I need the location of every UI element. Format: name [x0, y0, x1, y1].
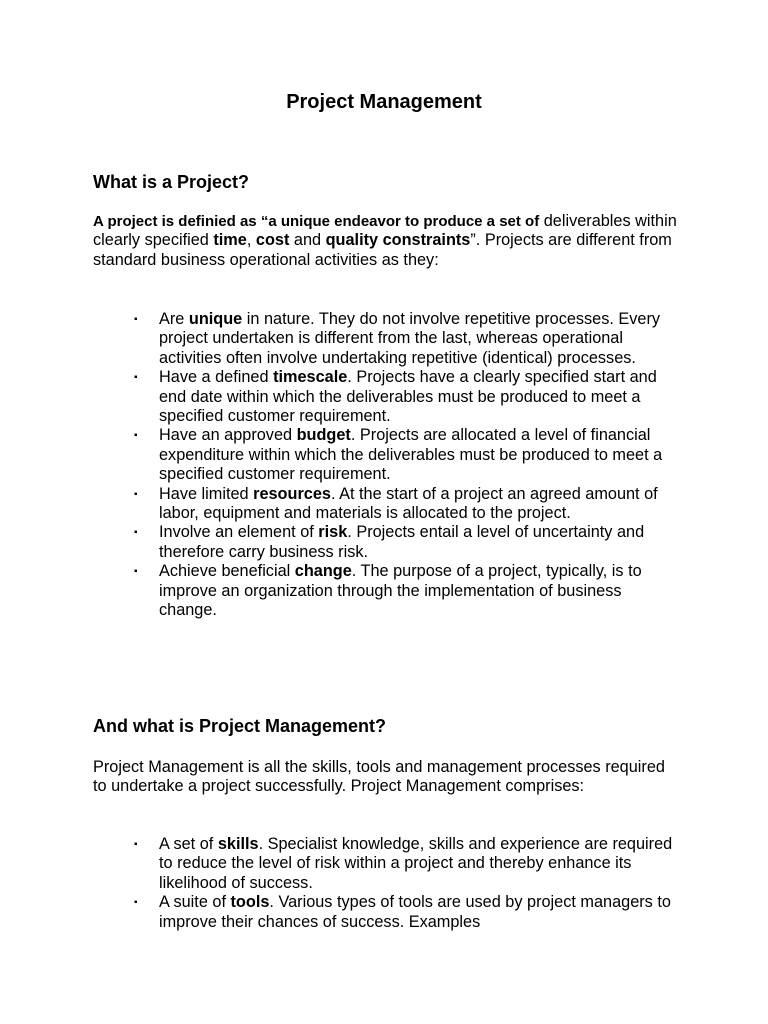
bullet-square-icon: ▪ — [134, 527, 138, 539]
text-run: A suite of — [159, 893, 231, 912]
text-run: . Projects have a clearly specified start and end date within which the deliverables must be produced to meet a specified customer requirement. — [159, 368, 657, 426]
text-run: A set of — [159, 835, 218, 853]
section-intro-what-is-project — [93, 212, 683, 270]
list-item — [93, 893, 683, 932]
bullet-list-pm-components — [93, 835, 683, 932]
text-run: Are — [159, 310, 189, 328]
bullet-square-icon: ▪ — [134, 372, 138, 384]
section-intro-what-is-pm — [93, 758, 683, 797]
text-run: Have an approved — [159, 426, 297, 445]
emphasis-text: tools — [230, 893, 270, 912]
emphasis-text: quality constraints — [325, 231, 471, 250]
emphasis-text: unique — [188, 310, 243, 328]
text-run: Project Management is all the skills, tools and management processes required to undertake a project successfully. Project Management comprises: — [93, 758, 665, 796]
text-run: Have a defined — [159, 368, 274, 387]
bullet-square-icon: ▪ — [134, 566, 138, 578]
emphasis-text: budget — [296, 426, 351, 445]
section-heading-what-is-project: What is a Project? — [93, 172, 250, 192]
bullet-list-project-characteristics — [93, 310, 683, 621]
emphasis-text: time — [213, 231, 247, 250]
text-run: . At the start of a project an agreed amount of labor, equipment and materials is allocated to the project. — [159, 484, 658, 523]
list-item — [93, 523, 683, 562]
list-item — [93, 310, 683, 368]
emphasis-text: skills — [217, 835, 259, 853]
text-run: Have limited — [159, 484, 254, 503]
text-run: in nature. They do not involve repetitive processes. Every project undertaken is different from the last, whereas operational activities often involve undertaking repetitive (identical) processes. — [159, 310, 661, 367]
emphasis-text: risk — [318, 523, 348, 542]
list-item — [93, 426, 683, 484]
list-item — [93, 835, 683, 893]
list-item — [93, 368, 683, 426]
text-run: . Specialist knowledge, skills and experience are required to reduce the level of risk within a project and thereby enhance its likelihood of success. — [159, 835, 673, 892]
emphasis-text: cost — [255, 231, 290, 250]
text-run: . Projects are allocated a level of financial expenditure within which the deliverables must be produced to meet a specified customer requirement. — [159, 426, 663, 484]
list-item — [93, 485, 683, 524]
bullet-square-icon: ▪ — [134, 488, 138, 500]
text-run: deliverables within clearly specified — [93, 212, 677, 250]
bullet-square-icon: ▪ — [134, 839, 138, 850]
emphasis-text: resources — [253, 484, 331, 503]
bullet-square-icon: ▪ — [134, 897, 138, 909]
bullet-square-icon: ▪ — [134, 314, 138, 325]
text-run: ”. Projects are different from standard business operational activities as they: — [93, 231, 672, 269]
emphasis-text: change — [294, 562, 352, 581]
text-run: , — [246, 231, 256, 250]
text-run: . Various types of tools are used by project managers to improve their chances of success. Examples — [159, 893, 671, 931]
section-heading-what-is-pm: And what is Project Management? — [93, 716, 387, 736]
text-run: . Projects entail a level of uncertainty and therefore carry business risk. — [159, 523, 645, 561]
text-run: Involve an element of — [159, 523, 319, 542]
text-run: and — [289, 231, 326, 250]
list-item — [93, 562, 683, 620]
document-title: Project Management — [286, 91, 482, 113]
emphasis-text: timescale — [273, 368, 348, 387]
text-run: Achieve beneficial — [159, 562, 295, 581]
bullet-square-icon: ▪ — [134, 430, 138, 442]
text-run: . The purpose of a project, typically, is to improve an organization through the implementation of business change. — [159, 562, 642, 620]
emphasis-text: A project is definied as “a unique endeavor to produce a set of — [93, 213, 540, 230]
